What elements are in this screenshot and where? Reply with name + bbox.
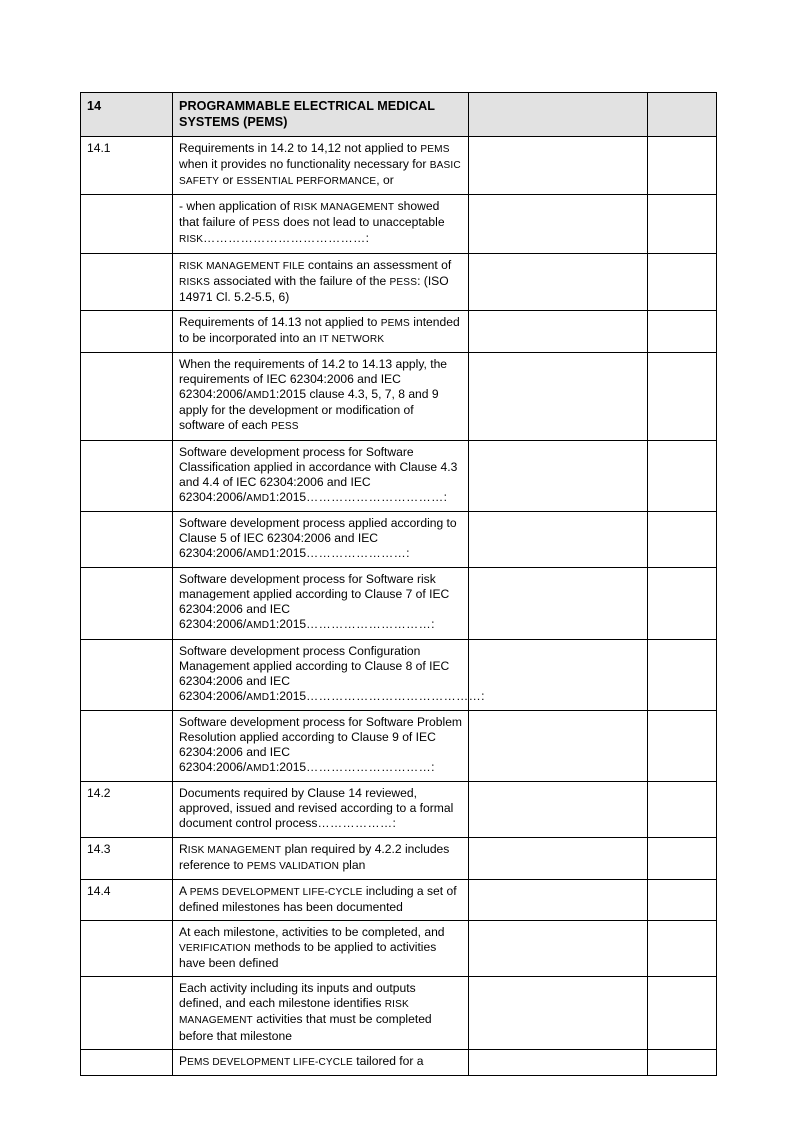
verdict-cell[interactable] — [648, 837, 717, 879]
clause-number-cell: 14.1 — [81, 137, 173, 195]
requirement-text-segment: showed that failure of — [179, 199, 440, 230]
header-result-remark — [469, 93, 648, 137]
requirement-text-segment: ……………………………: — [306, 489, 448, 504]
requirement-text-segment: PESS — [252, 218, 280, 230]
requirement-text-segment: - when application of — [179, 199, 294, 214]
verdict-cell[interactable] — [648, 639, 717, 710]
requirement-text-segment: AMD — [246, 549, 270, 561]
result-remark-cell[interactable] — [469, 782, 648, 837]
clause-number-cell — [81, 440, 173, 511]
requirement-text-segment: PESS — [389, 276, 418, 288]
requirement-cell — [173, 879, 469, 920]
requirement-text-segment: RISK MANAGEMENT — [293, 202, 395, 214]
result-remark-cell[interactable] — [469, 977, 648, 1049]
table-row — [81, 440, 717, 511]
requirement-text-segment: EMS DEVELOPMENT LIFE-CYCLE — [187, 1056, 353, 1068]
requirement-cell — [173, 710, 469, 781]
clause-number-cell: 14.3 — [81, 837, 173, 879]
verdict-cell[interactable] — [648, 511, 717, 567]
requirement-cell — [173, 195, 469, 253]
result-remark-cell[interactable] — [469, 568, 648, 639]
requirement-text-segment: AMD — [246, 691, 270, 703]
result-remark-cell[interactable] — [469, 710, 648, 781]
table-row — [81, 710, 717, 781]
table-row — [81, 879, 717, 920]
result-remark-cell[interactable] — [469, 879, 648, 920]
requirement-cell — [173, 511, 469, 567]
requirement-text-segment: , or — [376, 173, 394, 188]
verdict-cell[interactable] — [648, 353, 717, 440]
result-remark-cell[interactable] — [469, 440, 648, 511]
table-row — [81, 310, 717, 352]
requirement-text-segment: BASIC SAFETY — [179, 160, 461, 188]
header-section-title: PROGRAMMABLE ELECTRICAL MEDICAL SYSTEMS (PEMS) — [173, 93, 469, 137]
table-row — [81, 353, 717, 440]
requirement-cell — [173, 253, 469, 310]
requirement-text-segment: 1:2015 clause 4.3, 5, 7, 8 and 9 apply for the development or modification of software of each — [179, 387, 439, 433]
verdict-cell[interactable] — [648, 310, 717, 352]
table-row — [81, 977, 717, 1049]
requirement-text-segment: VERIFICATION — [179, 943, 251, 955]
clause-number-cell — [81, 710, 173, 781]
requirement-cell — [173, 310, 469, 352]
requirement-text-segment: 1:2015 — [269, 489, 307, 504]
requirement-text-segment: At each milestone, activities to be completed, and — [179, 924, 445, 939]
verdict-cell[interactable] — [648, 137, 717, 195]
table-row — [81, 195, 717, 253]
requirement-text-segment: ………………: — [317, 816, 397, 831]
requirement-cell — [173, 639, 485, 710]
clause-number-cell — [81, 511, 173, 567]
requirement-text-segment: does not lead to unacceptable — [279, 215, 445, 230]
requirement-cell — [173, 568, 469, 639]
requirement-text-segment: ESSENTIAL PERFORMANCE — [236, 176, 377, 188]
requirement-text-segment: tailored for a — [352, 1053, 424, 1068]
requirement-cell — [173, 782, 469, 837]
requirement-cell — [173, 137, 469, 195]
verdict-cell[interactable] — [648, 920, 717, 976]
verdict-cell[interactable] — [648, 440, 717, 511]
clause-number-cell — [81, 253, 173, 310]
requirement-text-segment: …………………………: — [306, 617, 435, 632]
clause-number-cell — [81, 568, 173, 639]
requirement-text-segment: PESS — [271, 421, 299, 433]
requirement-text-segment: including a set of defined milestones has been documented — [179, 883, 457, 914]
requirement-text-segment: Requirements in 14.2 to 14,12 not applied to — [179, 141, 421, 155]
requirement-text-segment: A — [179, 883, 190, 898]
requirement-text-segment: P — [179, 1053, 188, 1068]
verdict-cell[interactable] — [648, 977, 717, 1049]
verdict-cell[interactable] — [648, 195, 717, 253]
clause-number-cell — [81, 1049, 173, 1075]
result-remark-cell[interactable] — [469, 639, 648, 710]
requirement-text-segment: ……………………: — [306, 546, 410, 561]
table-row — [81, 639, 717, 710]
requirement-cell — [173, 977, 469, 1049]
table-row — [81, 1049, 717, 1075]
requirement-text-segment: …………………………: — [306, 760, 435, 775]
requirement-text-segment: Software development process for Software Problem Resolution applied according to Clause 9 of IEC 62304:2006 and IEC 62304:2006/ — [179, 714, 462, 775]
requirement-text-segment: : (ISO 14971 Cl. 5.2-5.5, 6) — [179, 273, 449, 304]
result-remark-cell[interactable] — [469, 837, 648, 879]
requirement-text-segment: contains an assessment of — [304, 257, 452, 272]
requirement-text-segment: RISK MANAGEMENT FILE — [179, 260, 305, 272]
requirement-text-segment: R — [179, 841, 188, 856]
requirement-text-segment: IT NETWORK — [319, 333, 385, 345]
clause-number-cell: 14.2 — [81, 782, 173, 837]
requirement-text-segment: PEMS — [380, 317, 410, 329]
requirement-cell — [173, 837, 469, 879]
requirement-text-segment: 1:2015 — [269, 688, 307, 703]
requirement-text-segment: 1:2015 — [269, 760, 307, 775]
clause-number-cell: 14.4 — [81, 879, 173, 920]
pems-checklist-table — [80, 92, 717, 1076]
result-remark-cell[interactable] — [469, 511, 648, 567]
verdict-cell[interactable] — [648, 879, 717, 920]
clause-number-cell — [81, 920, 173, 976]
requirement-text-segment: associated with the failure of the — [210, 273, 390, 288]
requirement-text-segment: Software development process Configuration Management applied according to Clause 8 of IEC 62304:2006 and IEC 62304:2006/ — [179, 643, 450, 703]
requirement-text-segment: PEMS DEVELOPMENT LIFE-CYCLE — [189, 886, 363, 898]
clause-number-cell — [81, 310, 173, 352]
table-header-row — [81, 93, 717, 137]
requirement-text-segment: Software development process applied according to Clause 5 of IEC 62304:2006 and IEC 62304:2006/ — [179, 515, 457, 561]
table-row — [81, 920, 717, 976]
requirement-text-segment: When the requirements of 14.2 to 14.13 apply, the requirements of IEC 62304:2006 and IEC 62304:2006/ — [179, 357, 448, 402]
requirement-text-segment: AMD — [246, 492, 270, 504]
result-remark-cell[interactable] — [469, 253, 648, 310]
requirement-text-segment: Software development process for Software risk management applied according to Clause 7 of IEC 62304:2006 and IEC 62304:2006/ — [179, 572, 450, 632]
requirement-text-segment: AMD — [246, 620, 270, 632]
requirement-text-segment: activities that must be completed before that milestone — [179, 1012, 432, 1043]
result-remark-cell[interactable] — [469, 310, 648, 352]
result-remark-cell[interactable] — [469, 1049, 648, 1075]
requirement-text-segment: plan — [339, 857, 366, 872]
requirement-text-segment: RISK — [179, 234, 204, 246]
verdict-cell[interactable] — [648, 568, 717, 639]
requirement-text-segment: …………………………………: — [203, 231, 370, 246]
requirement-text-segment: when it provides no functionality necessary for — [179, 157, 430, 172]
header-verdict — [648, 93, 717, 137]
clause-number-cell — [81, 195, 173, 253]
requirement-text-segment: intended to be incorporated into an — [179, 314, 460, 345]
verdict-cell[interactable] — [648, 253, 717, 310]
requirement-text-segment: Each activity including its inputs and outputs defined, and each milestone identifies — [179, 981, 416, 1011]
table-row — [81, 137, 717, 195]
requirement-cell — [173, 920, 469, 976]
requirement-text-segment: AMD — [246, 390, 270, 402]
requirement-text-segment: or — [219, 173, 237, 188]
requirement-cell — [173, 440, 469, 511]
clause-number-cell — [81, 353, 173, 440]
requirement-text-segment: PEMS VALIDATION — [246, 860, 340, 872]
result-remark-cell[interactable] — [469, 920, 648, 976]
requirement-text-segment: ……………………………………: — [306, 688, 485, 703]
requirement-text-segment: Software development process for Software Classification applied in accordance with Clause 4.3 and 4.4 of IEC 62304:2006 and IEC 62304:2006/ — [179, 444, 458, 504]
requirement-text-segment: Documents required by Clause 14 reviewed, approved, issued and revised according to a formal document control process — [179, 786, 454, 831]
table-body — [81, 93, 717, 1076]
requirement-text-segment: RISKS — [179, 276, 211, 288]
clause-number-cell — [81, 977, 173, 1049]
requirement-text-segment: AMD — [246, 763, 270, 775]
table-row — [81, 837, 717, 879]
result-remark-cell[interactable] — [469, 353, 648, 440]
table-row — [81, 568, 717, 639]
table-row — [81, 511, 717, 567]
requirement-text-segment: 1:2015 — [269, 617, 307, 632]
header-clause-number: 14 — [81, 93, 173, 137]
verdict-cell[interactable] — [648, 1049, 717, 1075]
verdict-cell[interactable] — [648, 710, 717, 781]
requirement-text-segment: RISK MANAGEMENT — [179, 999, 409, 1027]
requirement-text-segment: ISK MANAGEMENT — [187, 844, 282, 856]
requirement-cell — [173, 353, 469, 440]
requirement-cell — [173, 1049, 469, 1075]
verdict-cell[interactable] — [648, 782, 717, 837]
requirement-text-segment: plan required by 4.2.2 includes reference to — [179, 841, 450, 872]
result-remark-cell[interactable] — [469, 195, 648, 253]
table-row — [81, 782, 717, 837]
table-row — [81, 253, 717, 310]
clause-number-cell — [81, 639, 173, 710]
requirement-text-segment: 1:2015 — [269, 546, 307, 561]
requirement-text-segment: PEMS — [420, 144, 450, 155]
result-remark-cell[interactable] — [469, 137, 648, 195]
requirement-text-segment: methods to be applied to activities have been defined — [179, 940, 437, 971]
requirement-text-segment: Requirements of 14.13 not applied to — [179, 314, 381, 329]
